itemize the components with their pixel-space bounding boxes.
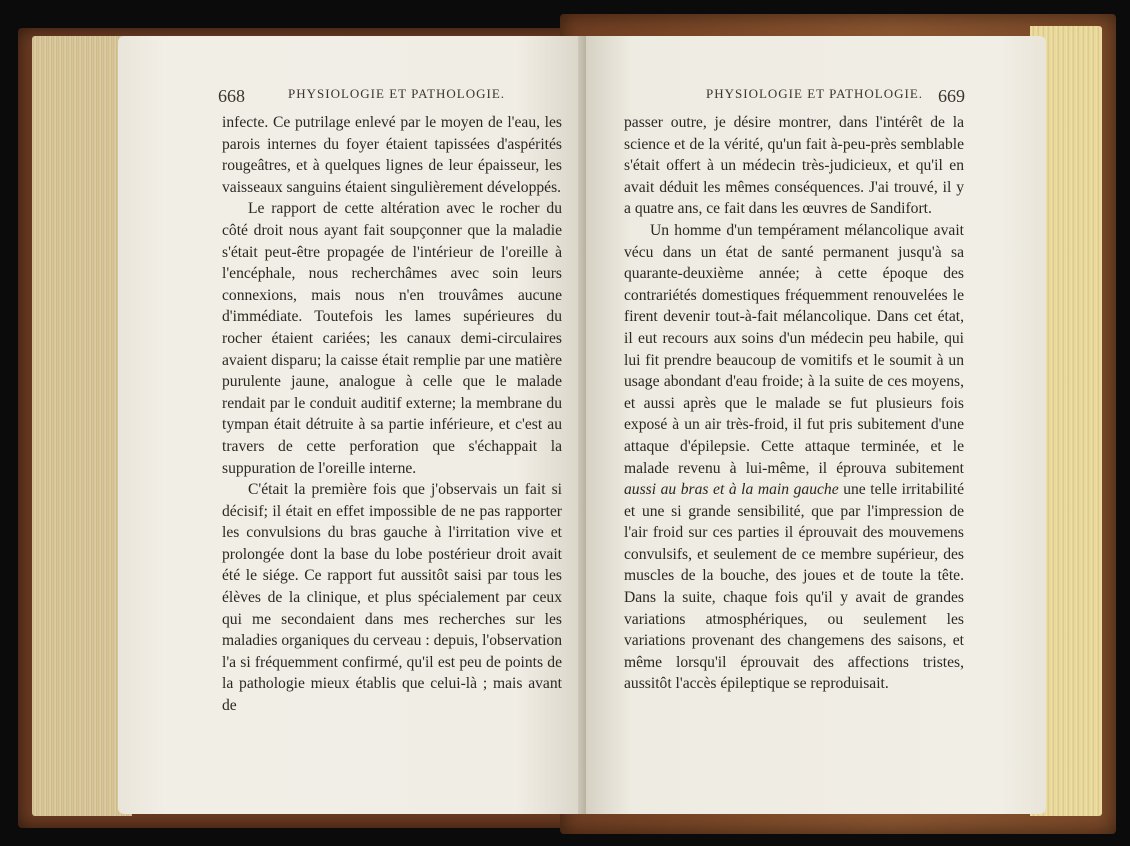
right-page-number: 669: [938, 86, 965, 106]
left-page-body: [222, 112, 562, 717]
left-page-number: 668: [218, 86, 245, 106]
paragraph: passer outre, je désire montrer, dans l'intérêt de la science et de la vérité, qu'un fait à-peu-près semblable s'était offert à un médecin très-judicieux, et qu'il en avait déduit les mêmes conséquences. J'ai trouvé, il y a quatre ans, ce fait dans les œuvres de Sandifort.: [624, 114, 964, 218]
right-page: [586, 36, 1046, 814]
italic-phrase: aussi au bras et à la main gauche: [624, 481, 839, 499]
paragraph: Le rapport de cette altération avec le rocher du côté droit nous ayant fait soupçonner que la maladie s'était peut-être propagée de l'intérieur de l'oreille à l'encéphale, nous recherchâmes avec soin leurs connexions, mais nous n'en trouvâmes aucune d'immédiate. Toutefois les lames supérieures du rocher étaient cariées; les canaux demi-circulaires avaient disparu; la caisse était remplie par une matière purulente jaune, analogue à celle que le malade rendait par le conduit auditif externe; la membrane du tympan était détruite à sa partie inférieure, et c'est au travers de cette perforation que s'échappait la suppuration de l'oreille interne.: [222, 200, 562, 477]
paragraph: C'était la première fois que j'observais un fait si décisif; il était en effet impossible de ne pas rapporter les convulsions du bras gauche à l'irritation vive et prolongée dont la base du lobe postérieur droit avait été le siége. Ce rapport fut aussitôt saisi par tous les élèves de la clinique, et plus spécialement par ceux qui me secondaient dans mes recherches sur les maladies organiques du cerveau : depuis, l'observation l'a si fréquemment confirmé, qu'il est peu de points de la pathologie mieux établis que celui-là ; mais avant de: [222, 481, 562, 715]
left-running-head: PHYSIOLOGIE ET PATHOLOGIE.: [288, 86, 506, 101]
paragraph: Un homme d'un tempérament mélancolique avait vécu dans un état de santé permanent jusqu'à sa quarante-deuxième année; à cette époque des contrariétés domestiques fréquemment renouvelées le firent devenir tout-à-fait mélancolique. Dans cet état, il eut recours aux soins d'un médecin peu habile, qui lui fit prendre beaucoup de vomitifs et le soumit à un usage abondant d'eau froide; à la suite de ces moyens, et aussi après que le malade se fut plusieurs fois exposé à un air très-froid, il fut pris subitement d'une attaque d'épilepsie. Cette attaque terminée, et le malade revenu à lui-même, il éprouva subitement aussi au bras et à la main gauche une telle irritabilité et une si grande sensibilité, que par l'impression de l'air froid sur ces parties il éprouvait des mouvemens convulsifs, et seulement de ce membre supérieur, des muscles de la bouche, des joues et de toute la tête. Dans la suite, chaque fois qu'il y avait de grandes variations atmosphériques, ou seulement les variations provenant des changemens des saisons, et même lorsqu'il éprouvait des affections tristes, aussitôt l'accès épileptique se reproduisait.: [624, 221, 964, 693]
paragraph: infecte. Ce putrilage enlevé par le moyen de l'eau, les parois internes du foyer étaient tapissées d'aspérités rougeâtres, et à quelques lignes de leur épaisseur, les vaisseaux sanguins étaient singulièrement développés.: [222, 114, 562, 196]
page-edges-left: [32, 36, 132, 816]
left-page: [118, 36, 588, 814]
right-running-head: PHYSIOLOGIE ET PATHOLOGIE.: [706, 86, 924, 101]
right-page-body: [624, 112, 964, 695]
